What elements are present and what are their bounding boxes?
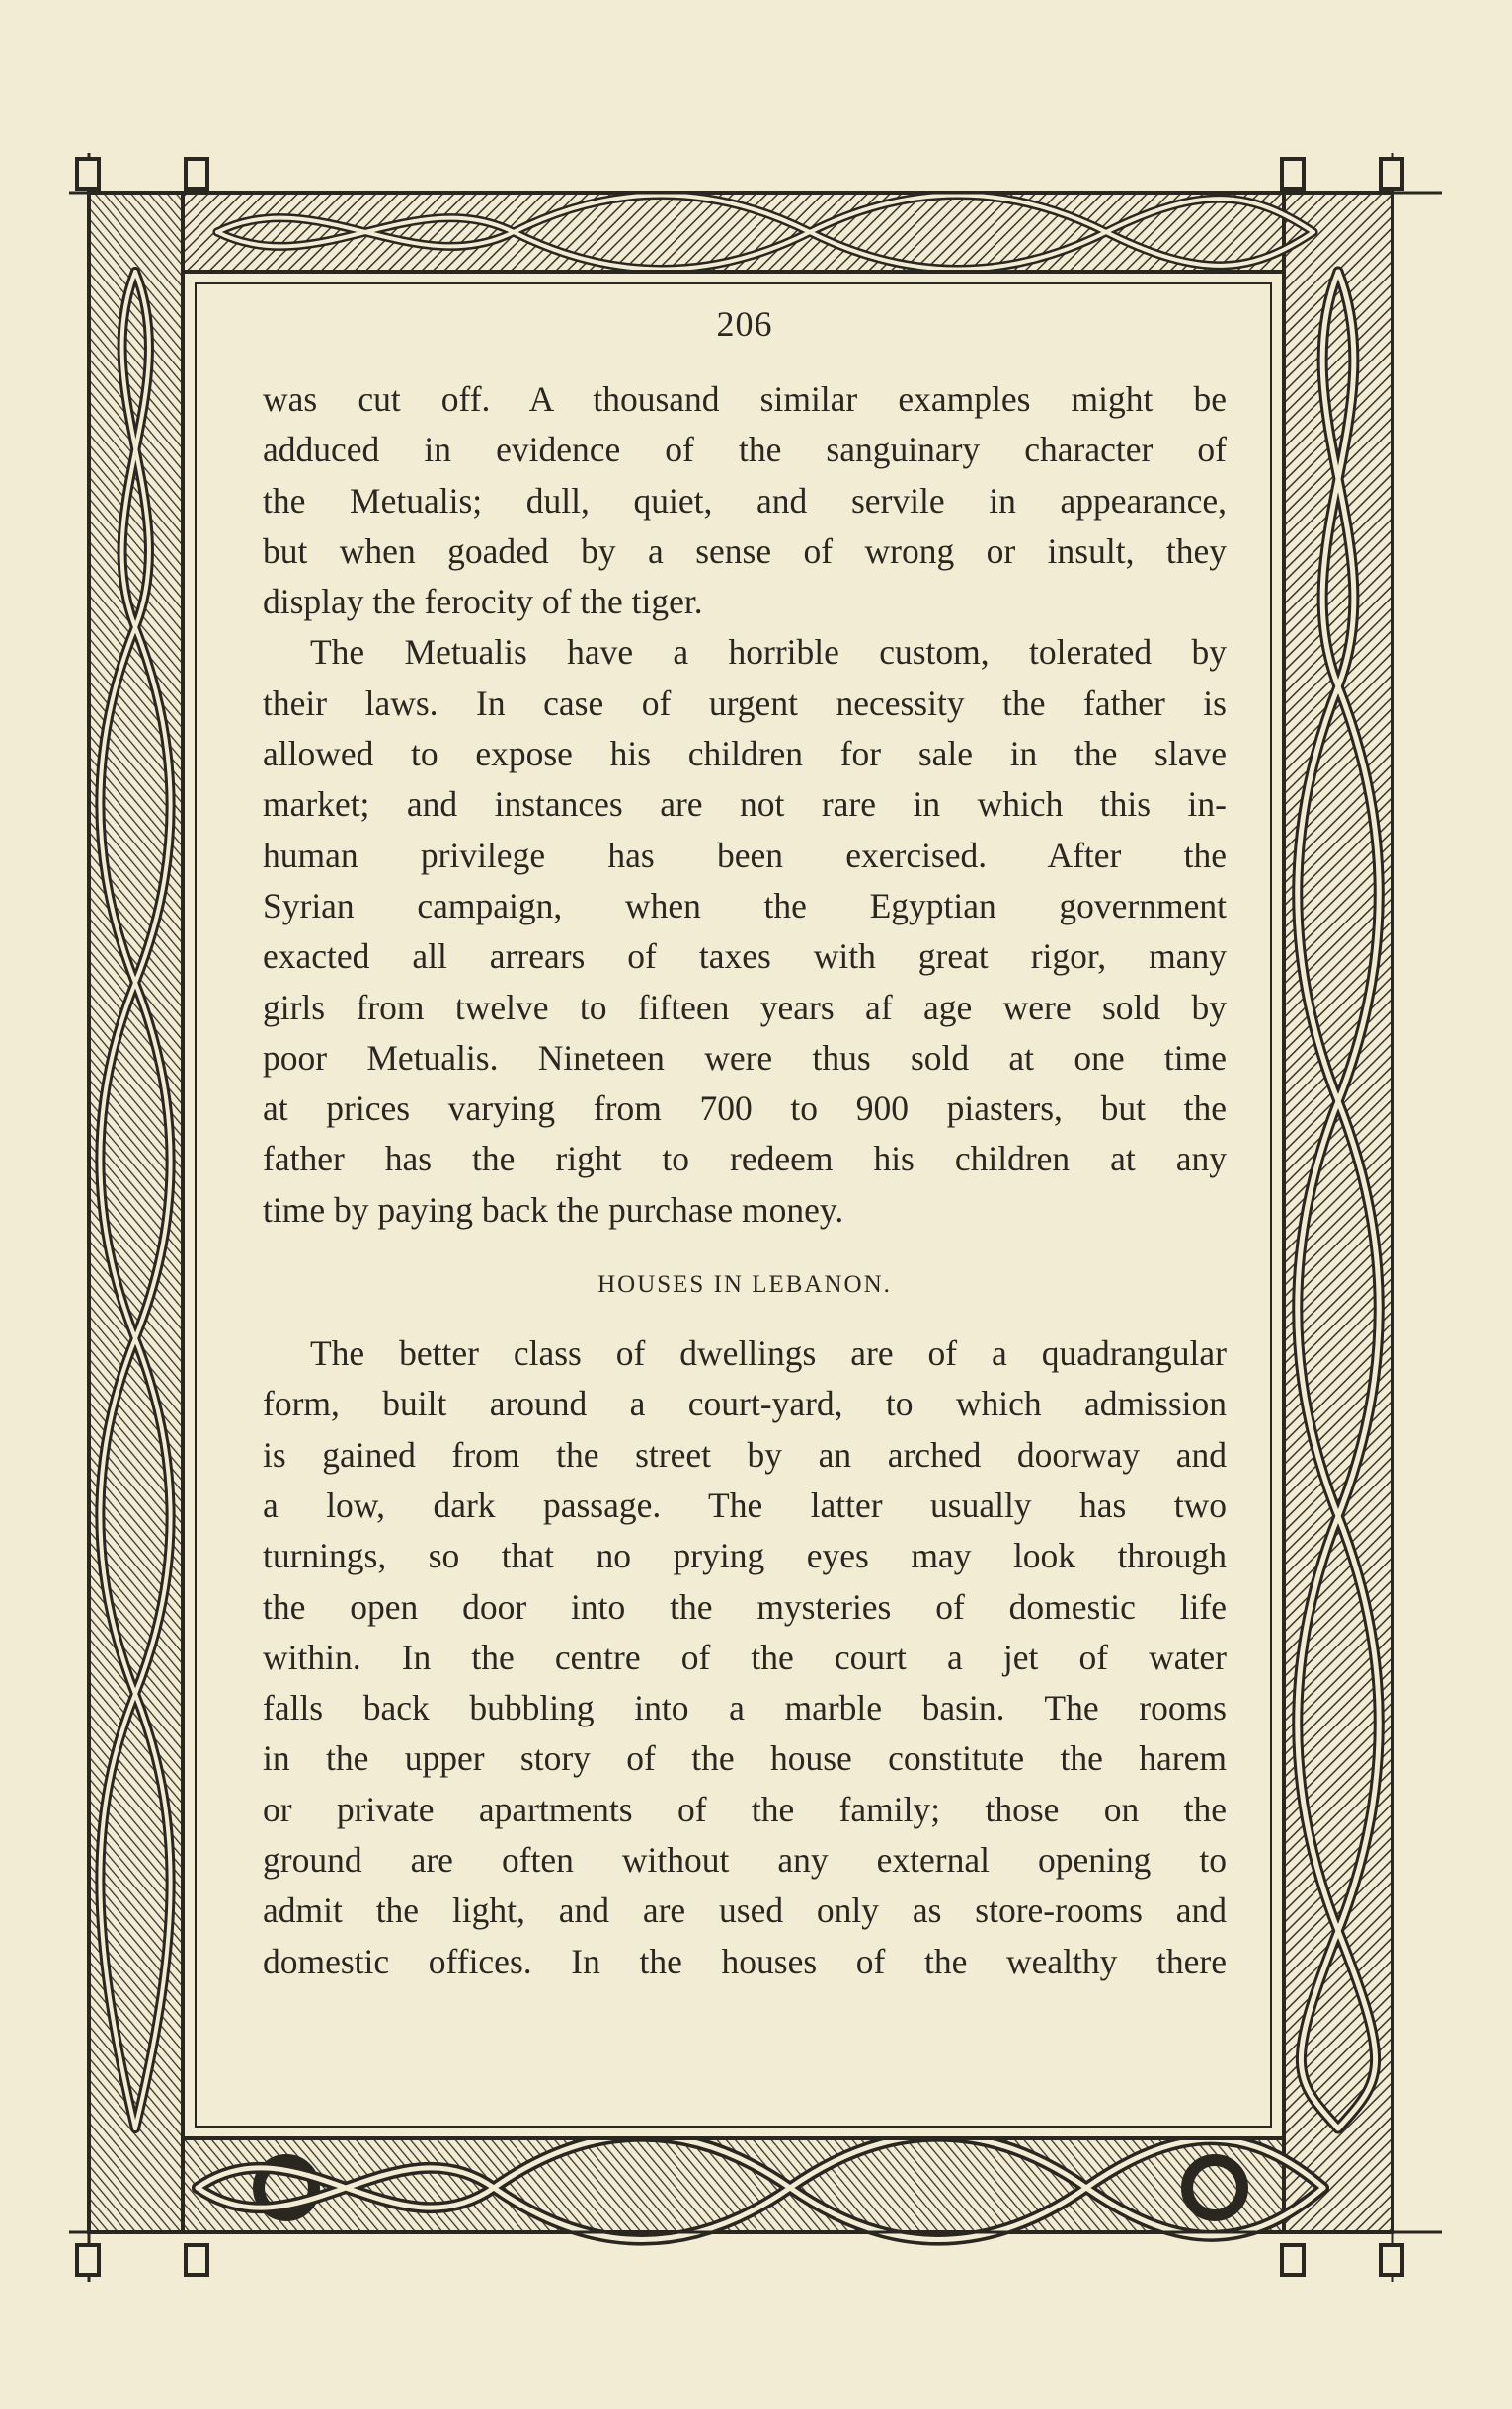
text-line: falls back bubbling into a marble basin. The rooms [263,1688,1227,1728]
text-line: adduced in evidence of the sanguinary character of [263,430,1227,470]
section-heading: HOUSES IN LEBANON. [597,1271,892,1299]
text-line: The better class of dwellings are of a quadrangular [310,1333,1227,1374]
text-line: the Metualis; dull, quiet, and servile in appearance, [263,480,1227,521]
paragraph-3 [263,1328,1227,1987]
text-line: exacted all arrears of taxes with great rigor, many [263,936,1227,977]
text-line: is gained from the street by an arched doorway and [263,1434,1227,1475]
text-line: was cut off. A thousand similar examples might be [263,379,1227,419]
paragraph-2 [263,627,1227,1236]
text-line: father has the right to redeem his children at any [263,1139,1227,1179]
paragraph-1 [263,374,1227,627]
text-line: display the ferocity of the tiger. [263,582,703,622]
text-line: in the upper story of the house constitute the harem [263,1738,1227,1779]
text-line: admit the light, and are used only as store-rooms and [263,1890,1227,1931]
text-line: domestic offices. In the houses of the wealthy there [263,1941,1227,1981]
page-number: 206 [716,304,773,344]
text-line: form, built around a court-yard, to which admission [263,1384,1227,1424]
text-line: allowed to expose his children for sale in the slave [263,734,1227,774]
text-line: human privilege has been exercised. After the [263,835,1227,875]
text-line: but when goaded by a sense of wrong or insult, they [263,530,1227,571]
text-line: or private apartments of the family; those on the [263,1789,1227,1829]
text-line: ground are often without any external opening to [263,1840,1227,1881]
text-line: their laws. In case of urgent necessity the father is [263,683,1227,723]
text-line: turnings, so that no prying eyes may look through [263,1536,1227,1576]
text-line: market; and instances are not rare in which this in- [263,784,1227,825]
text-line: girls from twelve to fifteen years af age were sold by [263,987,1227,1027]
text-line: poor Metualis. Nineteen were thus sold at one time [263,1037,1227,1078]
text-line: The Metualis have a horrible custom, tolerated by [310,632,1227,673]
text-line: within. In the centre of the court a jet of water [263,1637,1227,1677]
text-line: the open door into the mysteries of domestic life [263,1586,1227,1627]
text-line: Syrian campaign, when the Egyptian government [263,885,1227,925]
text-line: at prices varying from 700 to 900 piasters, but the [263,1088,1227,1129]
text-line: time by paying back the purchase money. [263,1189,844,1230]
page-text [263,301,1227,2010]
text-line: a low, dark passage. The latter usually has two [263,1485,1227,1525]
